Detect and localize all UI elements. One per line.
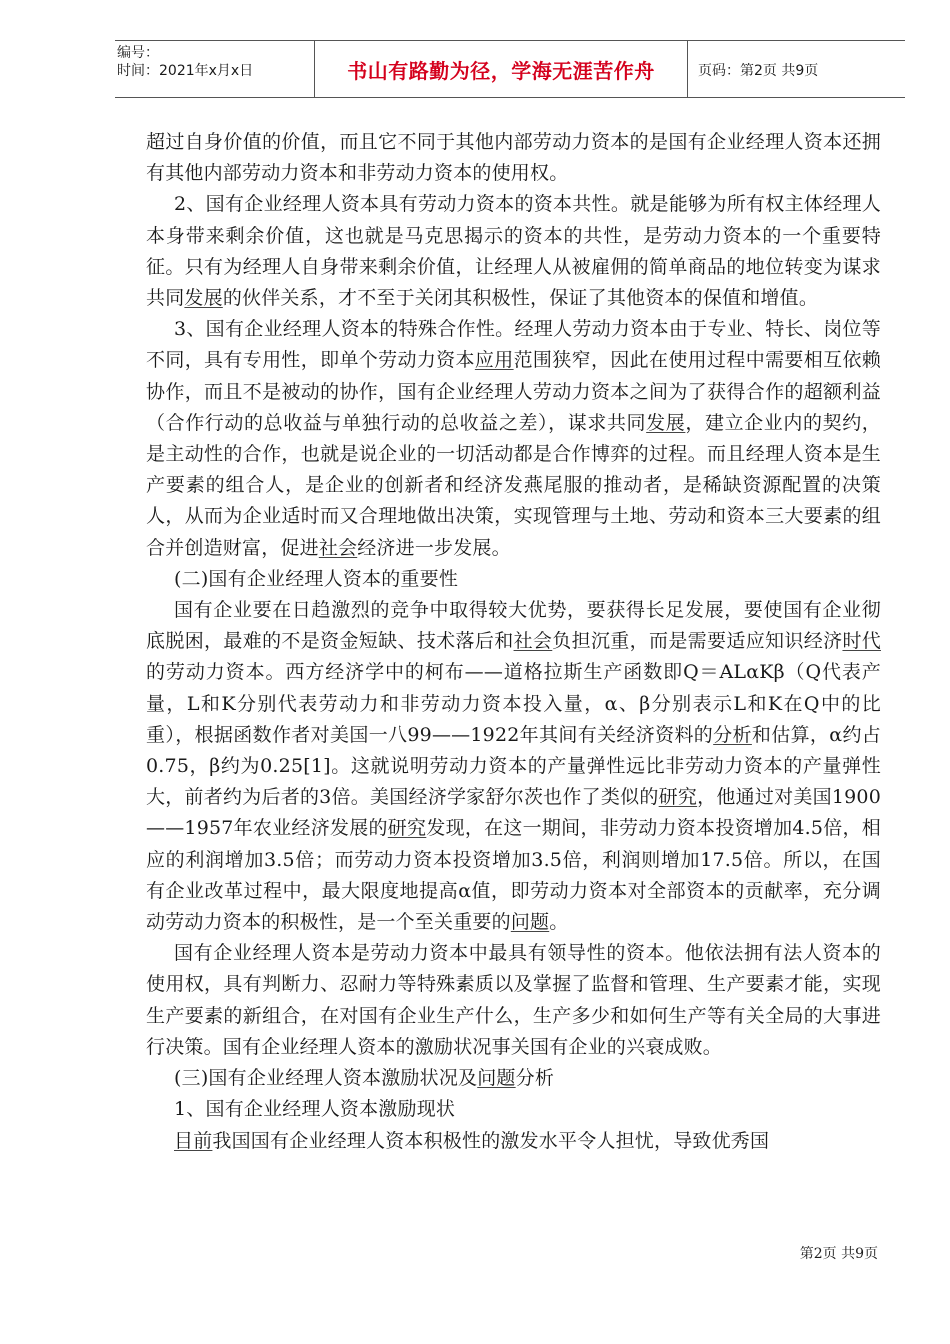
text-run: 发现，在这一期间，非劳动力资本投资增加4.5倍，相应的利润增加3.5倍；而劳动力资本投资增加3.5倍，利润则增加17.5倍。所以，在国有企业改革过程中，最大限度地提高α值，即劳动力资本对全部资本的贡献率，充分调动劳动力资本的积极性，是一个至关重要的 bbox=[146, 817, 882, 934]
subsection-heading-status bbox=[146, 1094, 881, 1125]
text-run: 国有企业要在日趋激烈的竞争中取得较大优势，要获得长足发展，要使国有企业彻底脱困，最难的不是资金短缺、技术落后和 bbox=[146, 599, 881, 653]
text-run: 经济进一步发展。 bbox=[357, 536, 511, 559]
text-run: ，建立企业内的契约，是主动性的合作，也就是说企业的一切活动都是合作博弈的过程。而且经理人资本是生产要素的组合人，是企业的创新者和经济发燕尾服的推动者，是稀缺资源配置的决策人，从而为企业适时而又合理地做出决策，实现管理与土地、劳动和资本三大要素的组合并创造财富，促进 bbox=[146, 411, 881, 559]
text-run: 负担沉重，而是需要适应知识经济 bbox=[552, 630, 843, 653]
text-run: ，他通过对美国1900——1957年农业经济发展的 bbox=[146, 786, 881, 840]
text-run: (三)国有企业经理人资本激励状况及 bbox=[174, 1067, 478, 1090]
header-meta bbox=[115, 41, 315, 98]
page-header bbox=[115, 40, 905, 98]
paragraph-point-3 bbox=[146, 314, 881, 564]
header-motto: 书山有路勤为径，学海无涯苦作舟 bbox=[347, 59, 655, 83]
text-run: 2、国有企业经理人资本具有劳动力资本的资本共性。就是能够为所有权主体经理人本身带来剩余价值，这也就是马克思揭示的资本的共性，是劳动力资本的一个重要特征。只有为经理人自身带来剩余价值，让经理人从被雇佣的简单商品的地位转变为谋求共同 bbox=[146, 193, 881, 310]
paragraph-importance bbox=[146, 595, 881, 938]
section-heading-importance bbox=[146, 564, 881, 595]
page-footer bbox=[800, 1243, 878, 1263]
section-heading-incentives bbox=[146, 1063, 881, 1094]
text-run: 和估算，α约占0.75，β约为0.25[1]。这就说明劳动力资本的产量弹性远比非劳动力资本的产量弹性大，前者约为后者的3倍。美国经济学家舒尔茨也作了类似的 bbox=[146, 723, 882, 809]
header-motto-cell bbox=[315, 41, 688, 98]
text-run: 的劳动力资本。西方经济学中的柯布——道格拉斯生产函数即Q＝ALαKβ（Q代表产量，L和K分别代表劳动力和非劳动力资本投入量，α、β分别表示L和K在Q中的比重），根据函数作者对美国一八99——1922年其间有关经济资料的 bbox=[146, 661, 881, 746]
paragraph-leadership bbox=[146, 938, 881, 1063]
text-run: 我国国有企业经理人资本积极性的激发水平令人担忧，导致优秀国 bbox=[212, 1129, 770, 1152]
text-run: 1、国有企业经理人资本激励现状 bbox=[174, 1098, 456, 1121]
text-run: 分析 bbox=[515, 1067, 555, 1090]
document-body bbox=[146, 127, 881, 1157]
text-run: 国有企业经理人资本是劳动力资本中最具有领导性的资本。他依法拥有法人资本的使用权，具有判断力、忍耐力等特殊素质以及掌握了监督和管理、生产要素才能，实现生产要素的新组合，在对国有企业生产什么，生产多少和如何生产等有关全局的大事进行决策。国有企业经理人资本的激励状况事关国有企业的兴衰成败。 bbox=[146, 942, 881, 1058]
paragraph-point-2 bbox=[146, 189, 881, 314]
paragraph-status bbox=[146, 1126, 881, 1157]
number-label: 编号： bbox=[117, 45, 159, 61]
text-run: 范围狭窄，因此在使用过程中需要相互依赖协作，而且不是被动的协作，国有企业经理人劳动力资本之间为了获得合作的超额利益（合作行动的总收益与单独行动的总收益之差），谋求共同 bbox=[146, 349, 881, 434]
footer-page-number: 第2页 共9页 bbox=[799, 1246, 878, 1262]
hyperlink[interactable]: 社会 bbox=[318, 536, 358, 559]
hyperlink[interactable]: 问题 bbox=[510, 911, 550, 934]
paragraph-continuation bbox=[146, 127, 881, 189]
hyperlink[interactable]: 分析 bbox=[713, 723, 752, 746]
text-run: 超过自身价值的价值，而且它不同于其他内部劳动力资本的是国有企业经理人资本还拥有其他内部劳动力资本和非劳动力资本的使用权。 bbox=[146, 131, 881, 185]
text-run: 3、国有企业经理人资本的特殊合作性。经理人劳动力资本由于专业、特长、岗位等不同，具有专用性，即单个劳动力资本 bbox=[146, 318, 881, 372]
text-run: (二)国有企业经理人资本的重要性 bbox=[174, 567, 459, 590]
hyperlink[interactable]: 目前 bbox=[174, 1129, 213, 1152]
hyperlink[interactable]: 发展 bbox=[646, 411, 686, 434]
header-page-label: 页码：第2页 共9页 bbox=[698, 62, 819, 79]
hyperlink[interactable]: 发展 bbox=[184, 287, 223, 310]
hyperlink[interactable]: 问题 bbox=[477, 1067, 516, 1090]
hyperlink[interactable]: 时代 bbox=[842, 630, 881, 653]
hyperlink[interactable]: 应用 bbox=[474, 349, 514, 372]
header-page-cell bbox=[688, 41, 905, 98]
hyperlink[interactable]: 社会 bbox=[513, 630, 553, 653]
text-run: 。 bbox=[549, 911, 569, 934]
hyperlink[interactable]: 研究 bbox=[658, 786, 698, 809]
text-run: 的伙伴关系，才不至于关闭其积极性，保证了其他资本的保值和增值。 bbox=[222, 287, 819, 310]
hyperlink[interactable]: 研究 bbox=[387, 817, 427, 840]
time-label: 时间：2021年x月x日 bbox=[117, 63, 254, 79]
